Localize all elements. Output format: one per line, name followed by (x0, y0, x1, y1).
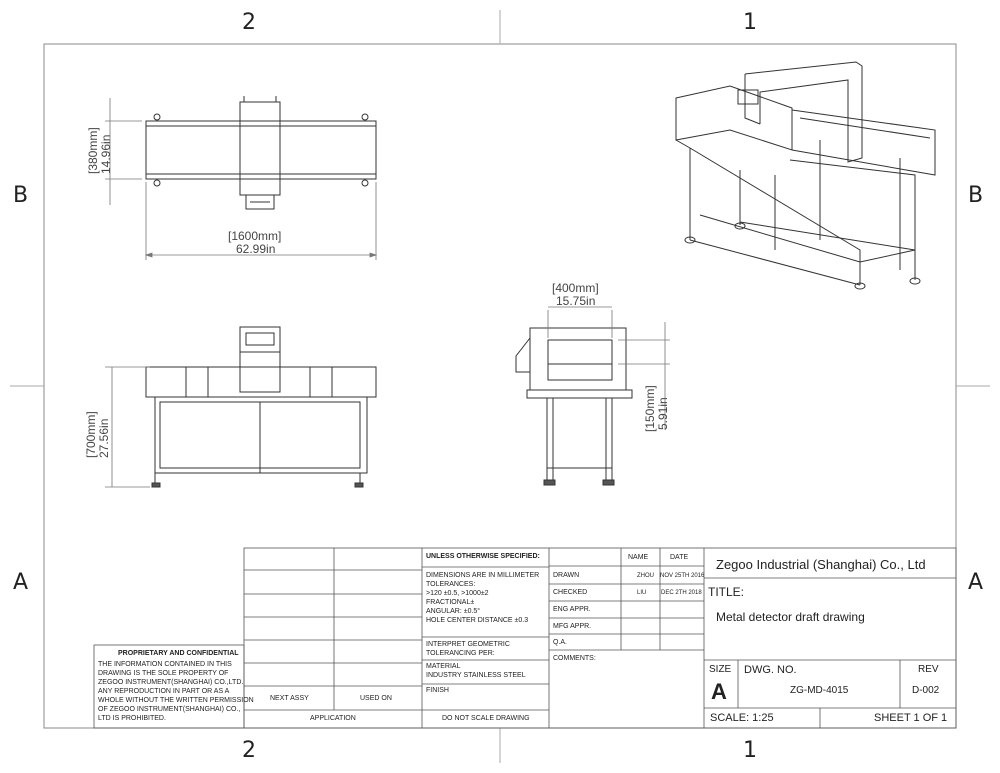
zone-label-bottom-2: 2 (242, 738, 256, 763)
next-assy-label: NEXT ASSY (270, 695, 309, 702)
zone-label-bottom-1: 1 (743, 738, 757, 763)
name-column-header: NAME (628, 554, 649, 561)
used-on-label: USED ON (360, 695, 392, 702)
checked-label: CHECKED (553, 589, 588, 596)
rev-label: REV (918, 664, 939, 675)
checked-date: DEC 2TH 2018 (661, 590, 702, 596)
front-view (146, 327, 376, 487)
zone-label-left-b: B (13, 183, 29, 208)
proprietary-line: WHOLE WITHOUT THE WRITTEN PERMISSION (98, 697, 254, 704)
proprietary-line: OF ZEGOO INSTRUMENT(SHANGHAI) CO., (98, 706, 241, 713)
checked-name: LIU (637, 590, 647, 596)
material-value: INDUSTRY STAINLESS STEEL (426, 672, 526, 679)
proprietary-line: THE INFORMATION CONTAINED IN THIS (98, 661, 232, 668)
zone-label-top-2: 2 (242, 10, 256, 35)
dimensions-note: TOLERANCES: (426, 581, 476, 588)
date-column-header: DATE (670, 554, 689, 561)
dim-width-mm: [1600mm] (228, 229, 282, 243)
front-view-dimensions (105, 367, 150, 487)
isometric-view (676, 62, 935, 289)
proprietary-heading: PROPRIETARY AND CONFIDENTIAL (118, 650, 239, 657)
drawing-title: Metal detector draft drawing (716, 610, 865, 624)
proprietary-line: LTD IS PROHIBITED. (98, 715, 166, 722)
application-label: APPLICATION (310, 715, 356, 722)
dimensions-note: DIMENSIONS ARE IN MILLIMETER (426, 572, 540, 579)
dimensions-note: >120 ±0.5, >1000±2 (426, 590, 489, 597)
qa-label: Q.A. (553, 639, 568, 646)
dim-aperture-height-in: 5.91in (656, 397, 670, 430)
finish-label: FINISH (426, 687, 449, 694)
scale-label: SCALE: 1:25 (710, 712, 774, 724)
comments-label: COMMENTS: (553, 655, 596, 662)
dwg-no-value: ZG-MD-4015 (790, 685, 849, 696)
dim-width-in: 62.99in (236, 242, 276, 256)
dim-aperture-width-mm: [400mm] (552, 281, 599, 295)
do-not-scale-label: DO NOT SCALE DRAWING (442, 715, 530, 722)
unless-specified-label: UNLESS OTHERWISE SPECIFIED: (426, 553, 540, 560)
sheet-label: SHEET 1 OF 1 (874, 712, 948, 724)
zone-label-right-a: A (968, 570, 984, 595)
drawn-label: DRAWN (553, 572, 580, 579)
dim-height-mm: [700mm] (84, 411, 98, 458)
interpret-note: TOLERANCING PER: (426, 650, 495, 657)
title-label: TITLE: (708, 585, 745, 599)
top-view (146, 96, 376, 209)
drawn-date: NOV 25TH 2016 (660, 573, 705, 579)
drawn-name: ZHOU (637, 573, 654, 579)
proprietary-line: ZEGOO INSTRUMENT(SHANGHAI) CO.,LTD. (98, 679, 244, 686)
material-label: MATERIAL (426, 663, 461, 670)
mfg-appr-label: MFG APPR. (553, 623, 592, 630)
dim-depth-in: 14.96in (99, 134, 113, 174)
size-value: A (711, 679, 727, 704)
dim-height-in: 27.56in (97, 418, 111, 458)
dim-aperture-height-mm: [150mm] (643, 385, 657, 432)
zone-label-top-1: 1 (743, 10, 757, 35)
dimensions-note: FRACTIONAL± (426, 599, 475, 606)
side-view (516, 328, 632, 485)
eng-appr-label: ENG APPR. (553, 606, 591, 613)
dim-aperture-width-in: 15.75in (556, 294, 596, 308)
interpret-note: INTERPRET GEOMETRIC (426, 641, 510, 648)
rev-value: D-002 (912, 685, 940, 696)
dwg-no-label: DWG. NO. (744, 664, 797, 676)
dimensions-note: HOLE CENTER DISTANCE ±0.3 (426, 617, 529, 624)
dim-depth-mm: [380mm] (86, 127, 100, 174)
zone-label-right-b: B (968, 183, 984, 208)
dimensions-note: ANGULAR: ±0.5° (426, 608, 481, 615)
proprietary-line: ANY REPRODUCTION IN PART OR AS A (98, 688, 230, 695)
proprietary-line: DRAWING IS THE SOLE PROPERTY OF (98, 670, 229, 677)
zone-label-left-a: A (13, 570, 29, 595)
company-name: Zegoo Industrial (Shanghai) Co., Ltd (716, 557, 926, 572)
size-label: SIZE (709, 664, 732, 675)
drawing-frame (44, 44, 956, 728)
